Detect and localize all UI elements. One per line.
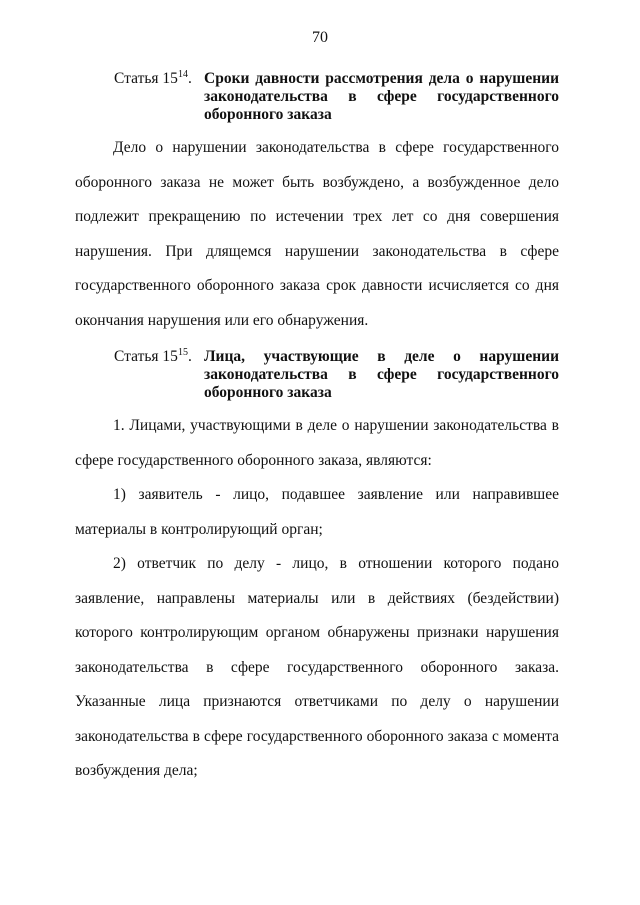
article-15-15-paragraph-3: 2) ответчик по делу - лицо, в отношении которого подано заявление, направлены материалы или в действиях (бездействии) которого контролирующим органом обнаружены признаки нарушения законодательства в сфере государственного оборонного заказа. Указанные лица признаются ответчиками по делу о нарушении законодательства в сфере государственного оборонного заказа с момента возбуждения дела; [75, 555, 559, 779]
article-15-14-body: Дело о нарушении законодательства в сфере государственного оборонного заказа не может быть возбуждено, а возбужденное дело подлежит прекращению по истечении трех лет со дня совершения нарушения. При длящемся нарушении законодательства в сфере государственного оборонного заказа срок давности исчисляется со дня окончания нарушения или его обнаружения. [75, 139, 559, 329]
article-15-14-sup: 14 [177, 68, 188, 80]
article-15-15-title: Лица, участвующие в деле о нарушении законодательства в сфере государственного оборонного заказа [204, 348, 559, 401]
article-15-14-heading [114, 70, 559, 124]
article-15-15-paragraph-2: 1) заявитель - лицо, подавшее заявление или направившее материалы в контролирующий орган; [75, 486, 559, 538]
article-15-14-label: Статья $15^{14}$. [114, 68, 192, 87]
article-15-14-title: Сроки давности рассмотрения дела о нарушении законодательства в сфере государственного оборонного заказа [204, 70, 559, 123]
article-15-15-paragraph-1: 1. Лицами, участвующими в деле о нарушении законодательства в сфере государственного оборонного заказа, являются: [75, 417, 559, 469]
page-number: 70 [312, 29, 328, 46]
article-15-15-sup: 15 [177, 346, 188, 358]
article-15-15-heading [114, 348, 559, 402]
article-15-15-label: Статья $15^{15}$. [114, 346, 192, 365]
